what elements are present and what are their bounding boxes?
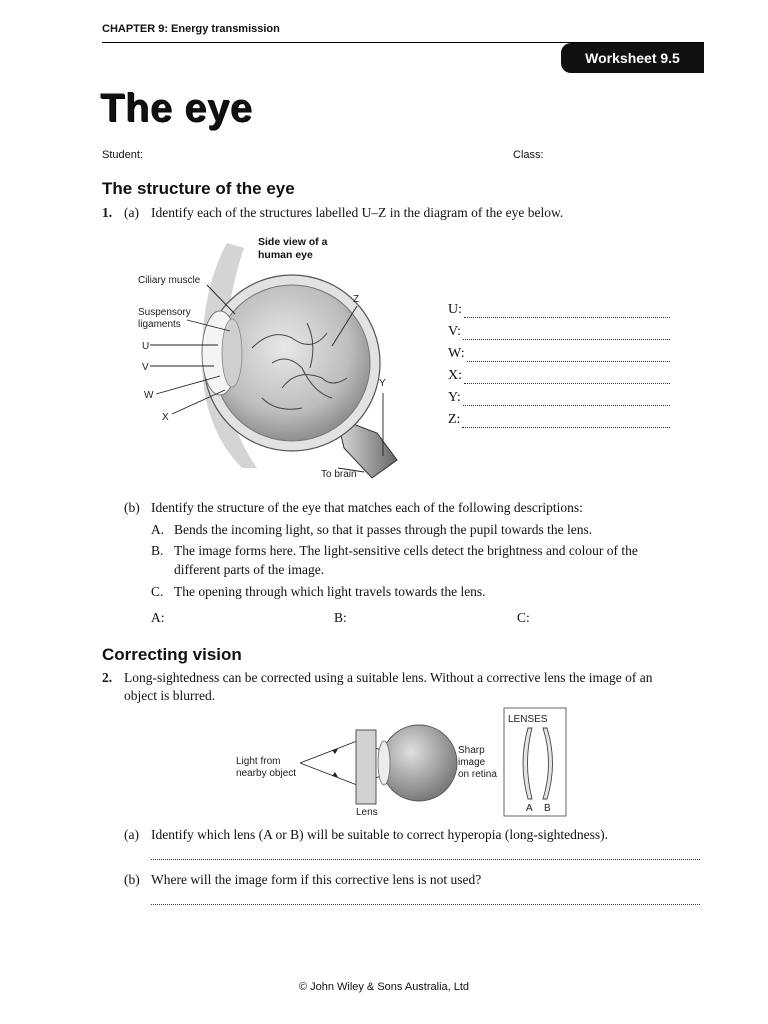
question-number-1: 1. xyxy=(102,205,113,220)
question-2b-part: (b) xyxy=(124,872,140,887)
answer-label-U: U: xyxy=(448,302,462,317)
question-2a-part: (a) xyxy=(124,827,139,842)
question-1b-text: Identify the structure of the eye that matches each of the following descriptions: xyxy=(151,500,583,515)
label-on-retina: on retina xyxy=(458,769,497,780)
answer-line-Y[interactable] xyxy=(448,384,670,406)
answer-label-Y: Y: xyxy=(448,390,461,405)
label-Y: Y xyxy=(379,378,386,389)
lens-label-A: A xyxy=(526,803,533,814)
label-lens: Lens xyxy=(356,807,378,818)
student-label: Student: xyxy=(102,149,143,161)
lens-diagram xyxy=(232,706,572,820)
question-2-line2: object is blurred. xyxy=(124,688,216,703)
label-V: V xyxy=(142,362,149,373)
answer-line-X[interactable] xyxy=(448,362,670,384)
answer-line-V[interactable] xyxy=(448,318,670,340)
question-1b-part: (b) xyxy=(124,500,140,515)
question-number-2: 2. xyxy=(102,670,113,685)
diagram-caption-line1: Side view of a xyxy=(258,236,328,248)
description-text-B: The image forms here. The light-sensitive cells detect the brightness and colour of the xyxy=(174,543,638,558)
description-text-B-cont: different parts of the image. xyxy=(174,562,325,577)
answer-lines-uz xyxy=(448,296,670,428)
diagram-caption-line2: human eye xyxy=(258,249,313,261)
label-suspensory-1: Suspensory xyxy=(138,307,191,318)
answer-line-W[interactable] xyxy=(448,340,670,362)
answer-line-U[interactable] xyxy=(448,296,670,318)
label-U: U xyxy=(142,341,150,352)
question-2b-text: Where will the image form if this corrective lens is not used? xyxy=(151,872,482,887)
label-image: image xyxy=(458,757,486,768)
description-letter-B: B. xyxy=(151,543,164,558)
section-heading-correcting: Correcting vision xyxy=(102,645,242,664)
question-2-line1: Long-sightedness can be corrected using a suitable lens. Without a corrective lens the image of an xyxy=(124,670,653,685)
label-suspensory-2: ligaments xyxy=(138,319,181,330)
section-heading-structure: The structure of the eye xyxy=(102,179,295,198)
answer-field-A[interactable]: A: xyxy=(151,610,165,625)
answer-label-Z: Z: xyxy=(448,412,461,427)
label-W: W xyxy=(144,390,154,401)
answer-label-X: X: xyxy=(448,368,462,383)
description-text-C: The opening through which light travels towards the lens. xyxy=(174,584,486,599)
answer-label-V: V: xyxy=(448,324,461,339)
label-Z: Z xyxy=(353,294,360,305)
answer-label-W: W: xyxy=(448,346,465,361)
question-2a-text: Identify which lens (A or B) will be suitable to correct hyperopia (long-sightedness). xyxy=(151,827,609,842)
description-letter-C: C. xyxy=(151,584,164,599)
answer-line-2a[interactable] xyxy=(151,858,700,860)
label-X: X xyxy=(162,412,169,423)
footer-copyright: © John Wiley & Sons Australia, Ltd xyxy=(298,981,470,993)
label-to-brain: To brain xyxy=(321,469,357,480)
question-1a-part: (a) xyxy=(124,205,139,220)
worksheet-badge: Worksheet 9.5 xyxy=(561,43,704,73)
label-ciliary-muscle: Ciliary muscle xyxy=(138,275,201,286)
question-1a-text: Identify each of the structures labelled U–Z in the diagram of the eye below. xyxy=(151,205,564,220)
eye-diagram xyxy=(132,228,414,484)
lens-label-B: B xyxy=(544,803,551,814)
answer-line-2b[interactable] xyxy=(151,903,700,905)
description-letter-A: A. xyxy=(151,522,165,537)
label-light-from: Light from xyxy=(236,756,281,767)
lenses-box-title: LENSES xyxy=(508,714,548,725)
label-nearby-object: nearby object xyxy=(236,768,297,779)
answer-field-C[interactable]: C: xyxy=(517,610,530,625)
class-label: Class: xyxy=(513,149,544,161)
chapter-heading: CHAPTER 9: Energy transmission xyxy=(102,23,280,35)
page-title: The eye xyxy=(100,86,253,130)
answer-field-B[interactable]: B: xyxy=(334,610,347,625)
label-sharp: Sharp xyxy=(458,745,485,756)
description-text-A: Bends the incoming light, so that it passes through the pupil towards the lens. xyxy=(174,522,593,537)
answer-line-Z[interactable] xyxy=(448,406,670,428)
